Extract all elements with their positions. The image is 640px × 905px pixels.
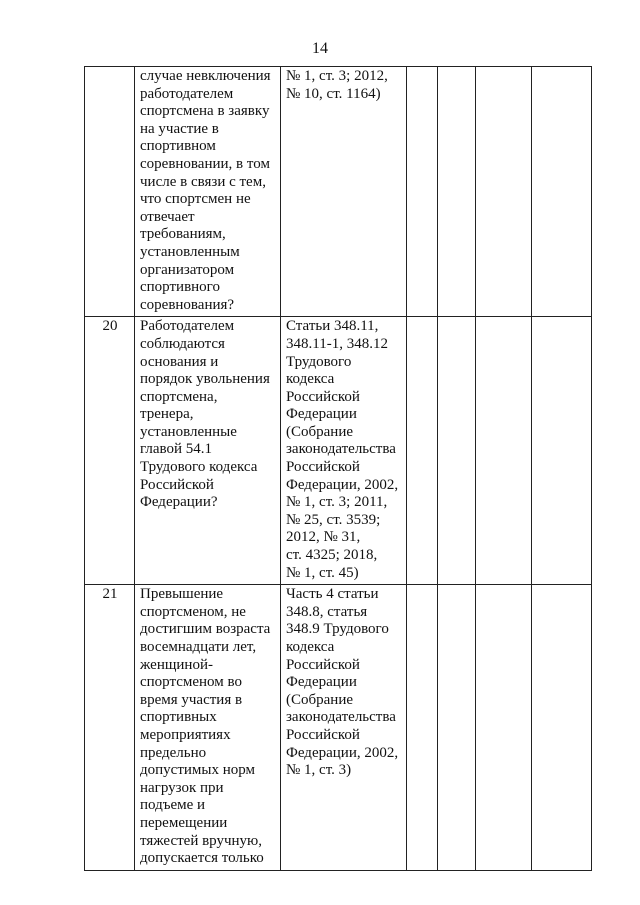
answer-cell	[476, 67, 532, 317]
table-row	[85, 317, 592, 585]
page-number: 14	[312, 40, 328, 57]
legal-basis-cell: № 1, ст. 3; 2012, № 10, ст. 1164)	[281, 67, 407, 317]
answer-cell	[476, 317, 532, 585]
legal-basis-cell: Часть 4 статьи 348.8, статья 348.9 Трудового кодекса Российской Федерации (Собрание законодательства Российской Федерации, 2002, № 1, ст. 3)	[281, 585, 407, 871]
answer-cell	[407, 317, 438, 585]
row-number-cell: 20	[85, 317, 135, 585]
checklist-table	[84, 66, 592, 871]
answer-cell	[476, 585, 532, 871]
answer-cell	[438, 67, 476, 317]
question-cell: Превышение спортсменом, не достигшим возраста восемнадцати лет, женщиной- спортсменом во время участия в спортивных мероприятиях предельно допустимых норм нагрузок при подъеме и перемещении тяжестей вручную, допускается только	[135, 585, 281, 871]
row-number-cell	[85, 67, 135, 317]
note-cell	[532, 67, 592, 317]
question-cell: Работодателем соблюдаются основания и порядок увольнения спортсмена, тренера, установленные главой 54.1 Трудового кодекса Российской Федерации?	[135, 317, 281, 585]
note-cell	[532, 585, 592, 871]
legal-basis-cell: Статьи 348.11, 348.11-1, 348.12 Трудового кодекса Российской Федерации (Собрание законодательства Российской Федерации, 2002, № 1, ст. 3; 2011, № 25, ст. 3539; 2012, № 31, ст. 4325; 2018, № 1, ст. 45)	[281, 317, 407, 585]
answer-cell	[438, 585, 476, 871]
question-cell: случае невключения работодателем спортсмена в заявку на участие в спортивном соревновании, в том числе в связи с тем, что спортсмен не отвечает требованиям, установленным организатором спортивного соревнования?	[135, 67, 281, 317]
note-cell	[532, 317, 592, 585]
row-number-cell: 21	[85, 585, 135, 871]
table-row	[85, 585, 592, 871]
table-row	[85, 67, 592, 317]
answer-cell	[407, 67, 438, 317]
answer-cell	[438, 317, 476, 585]
answer-cell	[407, 585, 438, 871]
